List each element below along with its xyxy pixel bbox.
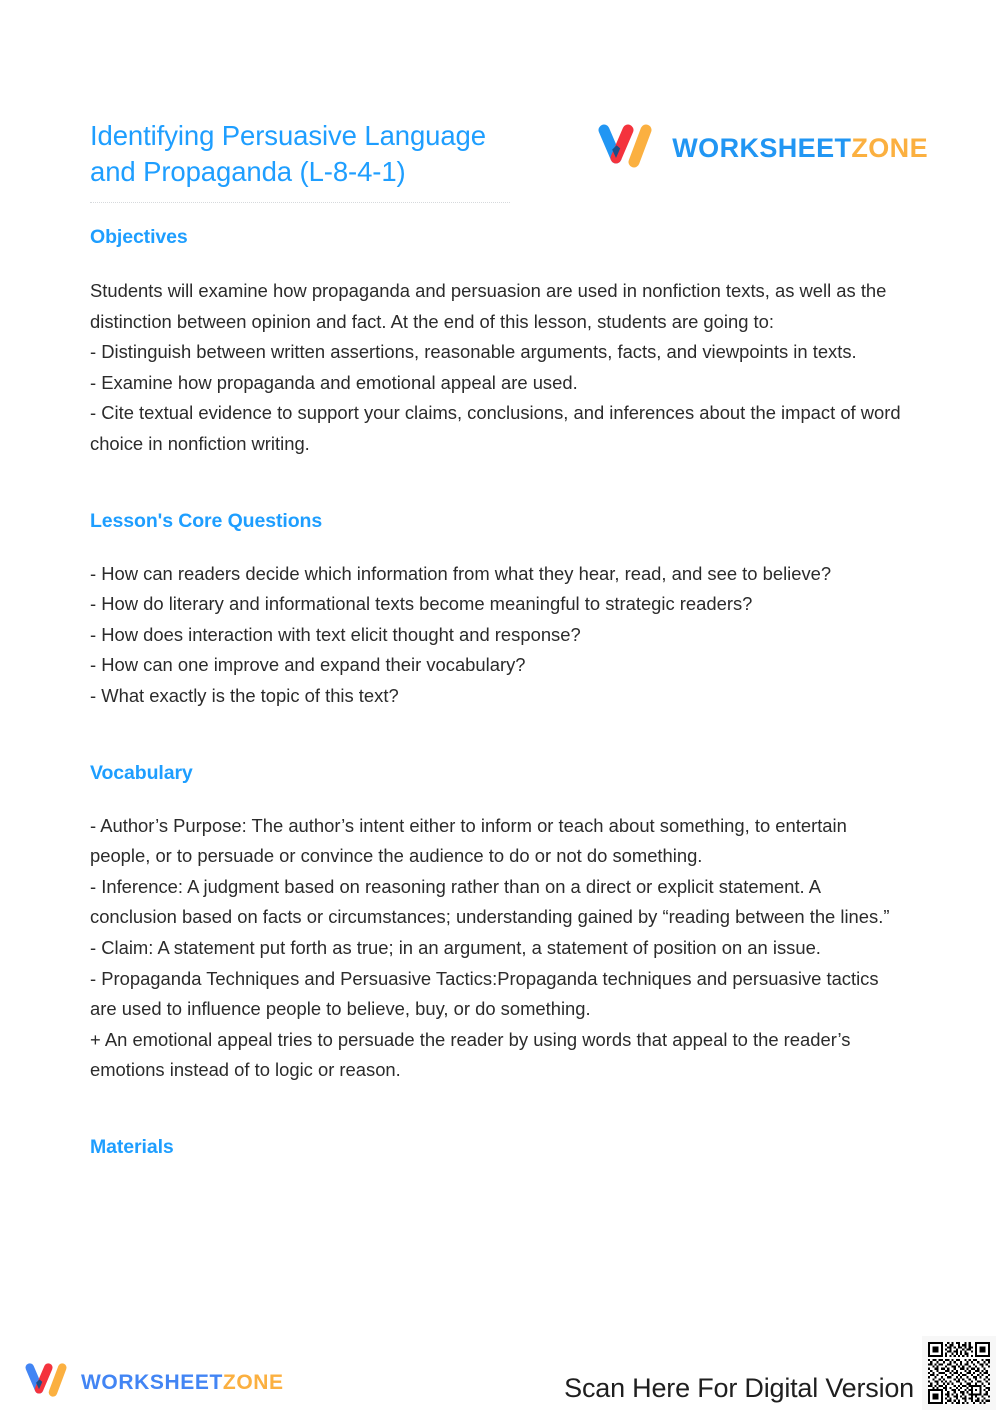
- core-question-5: - What exactly is the topic of this text?: [90, 684, 399, 706]
- section-body-objectives: [90, 276, 902, 460]
- core-question-2: - How do literary and informational texts become meaningful to strategic readers?: [90, 593, 753, 615]
- section-materials: [90, 1134, 902, 1160]
- objectives-line-1: Students will examine how propaganda and persuasion are used in nonfiction texts, as well as the distinction between opinion and fact. At the end of this lesson, students are going to:: [90, 280, 887, 332]
- footer-brand-part2: ZONE: [222, 1371, 284, 1394]
- section-heading-materials: Materials: [90, 1135, 174, 1158]
- page-title-line-2: and Propaganda (L-8-4-1): [90, 156, 406, 187]
- section-core-questions: [90, 508, 902, 712]
- page-header: [90, 118, 928, 218]
- section-heading-vocabulary: Vocabulary: [90, 761, 193, 784]
- footer-brand-part1: WORKSHEET: [81, 1371, 223, 1394]
- section-body-vocabulary: [90, 811, 902, 1086]
- brand-wordmark-footer: [81, 1372, 284, 1393]
- section-body-core-questions: [90, 559, 902, 712]
- vocabulary-item-1: - Author’s Purpose: The author’s intent either to inform or teach about something, to entertain people, or to persuade or convince the audience to do or not do something.: [90, 814, 847, 867]
- section-heading-core-questions: Lesson's Core Questions: [90, 509, 323, 532]
- core-question-1: - How can readers decide which information from what they hear, read, and see to believe?: [90, 562, 832, 584]
- worksheet-content: [90, 224, 902, 1160]
- brand-word-part1: WORKSHEET: [672, 133, 852, 163]
- vocabulary-item-3: - Claim: A statement put forth as true; in an argument, a statement of position on an issue.: [90, 936, 821, 958]
- objectives-line-2: - Distinguish between written assertions, reasonable arguments, facts, and viewpoints in texts.: [90, 341, 857, 363]
- page-title-line-1: Identifying Persuasive Language: [90, 120, 486, 151]
- section-vocabulary: [90, 760, 902, 1086]
- core-question-4: - How can one improve and expand their vocabulary?: [90, 654, 526, 676]
- brand-logo-footer: [22, 1361, 284, 1404]
- worksheetzone-logo-icon: [594, 122, 656, 175]
- worksheetzone-logo-icon-footer: [22, 1361, 70, 1404]
- section-heading-objectives: Objectives: [90, 226, 188, 248]
- scan-instruction-text: Scan Here For Digital Version: [564, 1373, 914, 1403]
- vocabulary-item-2: - Inference: A judgment based on reasoning rather than on a direct or explicit statement. A conclusion based on facts or circumstances; understanding gained by “reading between the lines.”: [90, 875, 890, 928]
- page-title: [90, 118, 520, 190]
- brand-word-part2: ZONE: [851, 133, 928, 163]
- vocabulary-item-5: + An emotional appeal tries to persuade the reader by using words that appeal to the reader’s emotions instead of to logic or reason.: [90, 1028, 851, 1081]
- core-question-3: - How does interaction with text elicit thought and response?: [90, 623, 581, 645]
- section-objectives: [90, 224, 902, 460]
- objectives-line-4: - Cite textual evidence to support your claims, conclusions, and inferences about the impact of word choice in nonfiction writing.: [90, 402, 901, 454]
- title-divider: [90, 202, 510, 203]
- brand-wordmark-header: [672, 135, 928, 162]
- page-footer: [0, 1330, 1000, 1414]
- qr-code[interactable]: [922, 1336, 996, 1410]
- vocabulary-item-4: - Propaganda Techniques and Persuasive Tactics:Propaganda techniques and persuasive tactics are used to influence people to believe, buy, or do something.: [90, 967, 879, 1020]
- brand-logo-header: [594, 122, 928, 175]
- objectives-line-3: - Examine how propaganda and emotional appeal are used.: [90, 371, 578, 393]
